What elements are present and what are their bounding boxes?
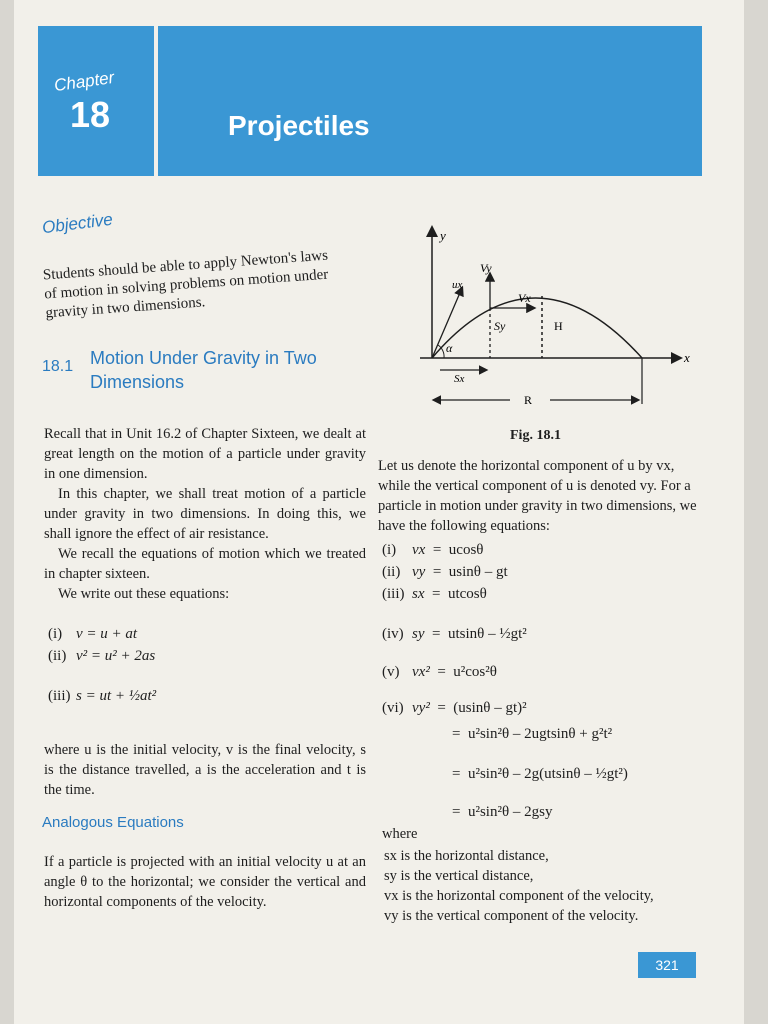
equation-number: (v): [382, 664, 400, 680]
section-number: 18.1: [42, 358, 74, 375]
ux-label: ux: [452, 279, 463, 291]
equation-lhs: vx²: [412, 664, 430, 680]
figure-caption: Fig. 18.1: [510, 428, 561, 443]
objective-text: Students should be able to apply Newton's laws of motion in solving problems on motion under gravity in two dimensions.: [42, 247, 329, 322]
analogous-text: If a particle is projected with an initial velocity u at an angle θ to the horizontal; we consider the vertical and horizontal components of the velocity.: [44, 854, 366, 910]
trajectory-curve: [432, 298, 642, 358]
equation-number: (vi): [382, 700, 404, 716]
right-equation-5: (v) vx² = u²cos²θ: [382, 664, 497, 680]
equation-1: [48, 626, 137, 643]
equation-number: (iii): [48, 688, 71, 704]
equation-expr: v² = u² + 2as: [76, 648, 156, 664]
right-equation-6: (vi) vy² = (usinθ – gt)²: [382, 700, 527, 716]
projectile-figure: [410, 218, 700, 418]
continuation-1: = u²sin²θ – 2ugtsinθ + g²t²: [452, 726, 613, 742]
equation-expr: s = ut + ½at²: [76, 688, 157, 704]
equation-number: (ii): [382, 564, 401, 580]
equation-rhs: usinθ – gt: [448, 564, 508, 580]
paragraph: We write out these equations:: [58, 586, 230, 602]
left-text-block: [44, 424, 366, 604]
sx-label: Sx: [454, 373, 465, 385]
equation-rhs: utsinθ – ½gt²: [447, 626, 527, 642]
right-intro: Let us denote the horizontal component of u by vx, while the vertical component of u is denoted vy. For a particle in motion under gravity in two dimensions, we have the following equations:: [378, 458, 697, 534]
equation-number: (i): [48, 626, 63, 642]
equation-number: (iv): [382, 626, 404, 642]
where-item: vx is the horizontal component of the velocity,: [384, 888, 654, 904]
where-item: sy is the vertical distance,: [384, 868, 534, 884]
r-label: R: [524, 393, 533, 407]
chapter-word: Chapter: [52, 67, 116, 96]
vy-label: Vy: [480, 261, 492, 275]
continuation-3: = u²sin²θ – 2gsy: [452, 804, 553, 820]
right-equation-4: (iv) sy = utsinθ – ½gt²: [382, 626, 527, 642]
alpha-label: α: [446, 341, 453, 355]
page-number: 321: [638, 952, 696, 978]
equation-lhs: vy²: [412, 700, 430, 716]
equation-number: (iii): [382, 586, 405, 602]
equation-rhs: utcosθ: [447, 586, 487, 602]
equation-number: (ii): [48, 648, 67, 664]
where-item: vy is the vertical component of the velocity.: [384, 908, 639, 924]
right-equation-2: (ii) vy = usinθ – gt: [382, 564, 508, 580]
paragraph: Recall that in Unit 16.2 of Chapter Sixteen, we dealt at great length on the motion of a particle under gravity in one dimension.: [44, 426, 366, 482]
angle-arc: [438, 345, 444, 358]
equation-2: [48, 648, 155, 665]
equation-number: (i): [382, 542, 397, 558]
paragraph: We recall the equations of motion which we treated in chapter sixteen.: [44, 546, 366, 582]
y-label: y: [440, 228, 446, 243]
chapter-number: 18: [70, 94, 111, 135]
analogous-heading: Analogous Equations: [42, 814, 184, 831]
equation-expr: v = u + at: [76, 626, 138, 642]
equation-lhs: vy: [412, 564, 426, 580]
h-label: H: [554, 319, 563, 333]
equation-rhs: (usinθ – gt)²: [453, 700, 527, 716]
sy-label: Sy: [494, 319, 506, 333]
definition-text: where u is the initial velocity, v is the final velocity, s is the distance travelled, a is the acceleration and t is the time.: [44, 742, 366, 798]
equation-lhs: sy: [412, 626, 425, 642]
right-equation-1: (i) vx = ucosθ: [382, 542, 484, 558]
where-item: sx is the horizontal distance,: [384, 848, 549, 864]
equation-rhs: ucosθ: [448, 542, 484, 558]
equation-lhs: sx: [412, 586, 425, 602]
continuation-2: = u²sin²θ – 2g(utsinθ – ½gt²): [452, 766, 628, 782]
chapter-title: Projectiles: [228, 110, 370, 141]
equation-rhs: u²cos²θ: [453, 664, 497, 680]
x-label: x: [684, 350, 690, 365]
objective-heading: Objective: [41, 209, 114, 238]
continuation-expr: u²sin²θ – 2ugtsinθ + g²t²: [467, 726, 613, 742]
equation-lhs: vx: [412, 542, 426, 558]
continuation-expr: u²sin²θ – 2g(utsinθ – ½gt²): [467, 766, 628, 782]
paragraph: In this chapter, we shall treat motion of a particle under gravity in two dimensions. In doing this, we shall ignore the effect of air resistance.: [44, 486, 366, 542]
continuation-expr: u²sin²θ – 2gsy: [467, 804, 553, 820]
right-equation-3: (iii) sx = utcosθ: [382, 586, 487, 602]
page: [14, 0, 744, 1024]
equation-3: [48, 688, 156, 705]
vx-label: Vx: [518, 291, 531, 305]
chapter-banner: [38, 26, 702, 176]
where-word: where: [382, 826, 418, 842]
section-title: Motion Under Gravity in Two Dimensions: [90, 348, 317, 392]
